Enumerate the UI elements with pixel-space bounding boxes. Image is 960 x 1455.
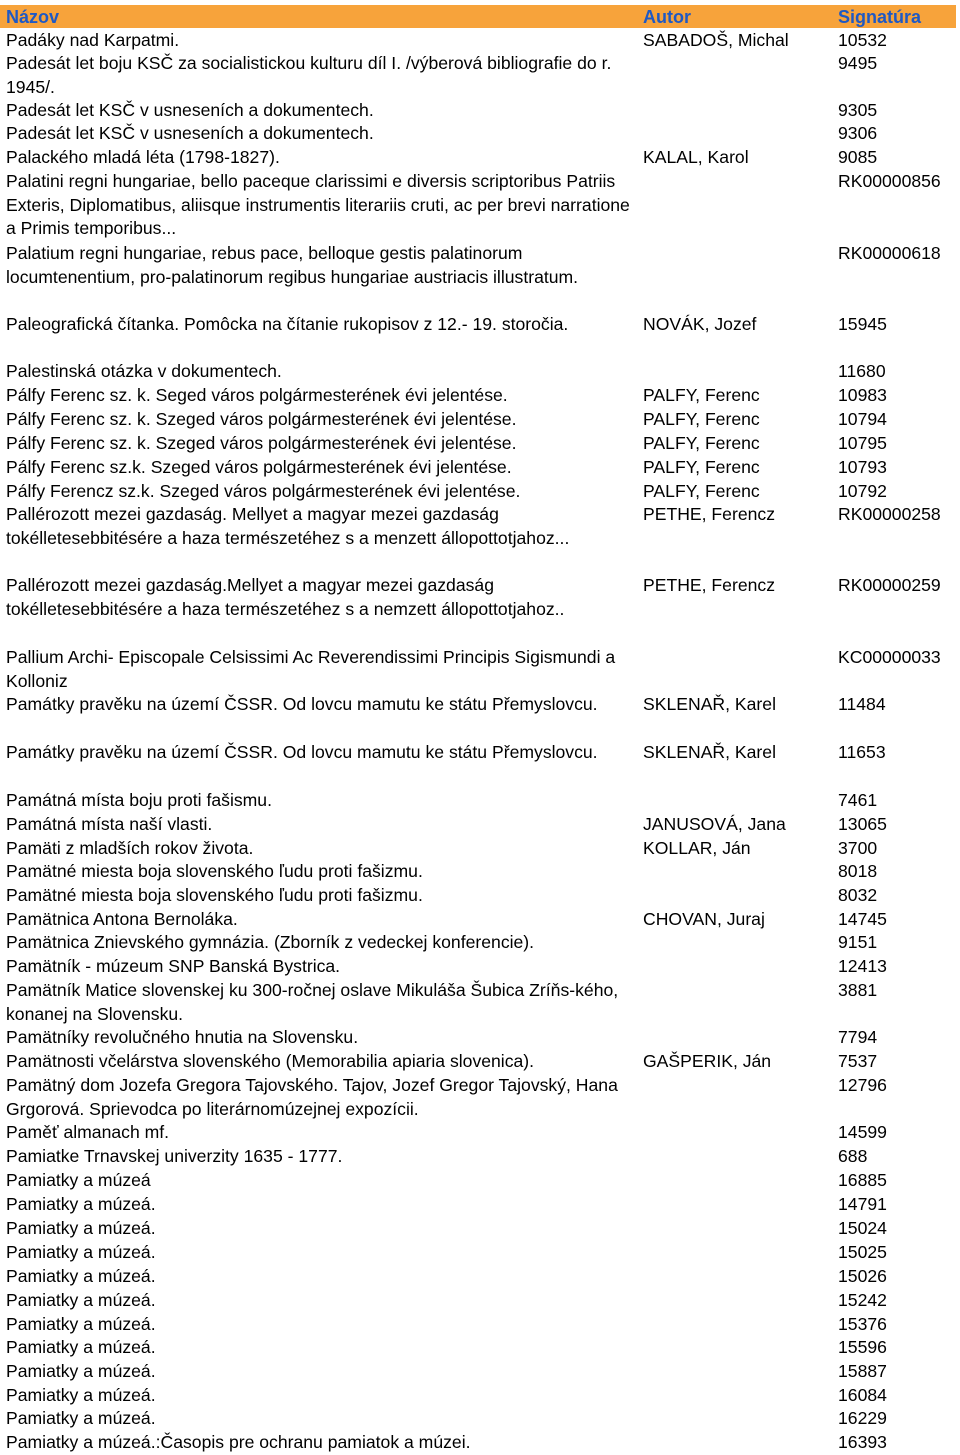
row-title: Pálfy Ferencz sz.k. Szeged város polgármesterének évi jelentése. — [6, 481, 521, 501]
row-signature: 10792 — [838, 481, 887, 501]
row-signature: 16393 — [838, 1432, 887, 1452]
row-title: Pamiatky a múzeá. — [6, 1290, 156, 1310]
row-signature: 15376 — [838, 1314, 887, 1334]
row-title: Pálfy Ferenc sz.k. Szeged város polgármesterének évi jelentése. — [6, 457, 512, 477]
row-title: Paleografická čítanka. Pomôcka na čítanie rukopisov z 12.- 19. storočia. — [6, 314, 569, 334]
row-title: Pamiatky a múzeá. — [6, 1385, 156, 1405]
row-title: Pálfy Ferenc sz. k. Szeged város polgármesterének évi jelentése. — [6, 433, 517, 453]
row-title: Padesát let KSČ v usneseních a dokumentech. — [6, 100, 374, 120]
row-title: Pamiatky a múzeá.:Časopis pre ochranu pamiatok a múzei. — [6, 1432, 471, 1452]
row-signature: 15887 — [838, 1361, 887, 1381]
row-signature: RK00000259 — [838, 575, 941, 595]
row-author: PALFY, Ferenc — [643, 433, 760, 453]
row-author: PALFY, Ferenc — [643, 409, 760, 429]
row-author: NOVÁK, Jozef — [643, 314, 757, 334]
row-signature: 688 — [838, 1146, 868, 1166]
row-signature: 14791 — [838, 1194, 887, 1214]
row-signature: 13065 — [838, 814, 887, 834]
row-title: Pamiatky a múzeá. — [6, 1218, 156, 1238]
row-signature: 15242 — [838, 1290, 887, 1310]
row-title: Pamätník Matice slovenskej ku 300-ročnej oslave Mikuláša Šubica Zríňs-kého, konanej na Slovensku. — [6, 980, 619, 1024]
row-author: PALFY, Ferenc — [643, 457, 760, 477]
row-signature: RK00000258 — [838, 504, 941, 524]
row-title: Palatium regni hungariae, rebus pace, belloque gestis palatinorum locumtenentium, pro-palatinorum regibus hungariae austriacis illustratum. — [6, 243, 579, 287]
row-signature: 15025 — [838, 1242, 887, 1262]
row-signature: 10793 — [838, 457, 887, 477]
row-signature: 10795 — [838, 433, 887, 453]
row-title: Pamäti z mladších rokov života. — [6, 838, 254, 858]
column-header-signature: Signatúra — [838, 7, 922, 27]
row-title: Pamätníky revolučného hnutia na Slovensku. — [6, 1027, 359, 1047]
row-signature: KC00000033 — [838, 647, 941, 667]
row-title: Památky pravěku na území ČSSR. Od lovcu mamutu ke státu Přemyslovcu. — [6, 694, 598, 714]
row-title: Pamätnosti včelárstva slovenského (Memorabilia apiaria slovenica). — [6, 1051, 535, 1071]
row-title: Pamiatky a múzeá. — [6, 1194, 156, 1214]
row-signature: 10794 — [838, 409, 887, 429]
row-title: Pamätný dom Jozefa Gregora Tajovského. Tajov, Jozef Gregor Tajovský, Hana Grgorová. Sprievodca po literárnomúzejnej expozícii. — [6, 1075, 618, 1119]
row-signature: 9151 — [838, 932, 878, 952]
row-signature: 7794 — [838, 1027, 878, 1047]
row-signature: 10532 — [838, 30, 887, 50]
row-author: GAŠPERIK, Ján — [643, 1051, 772, 1071]
row-title: Pamiatky a múzeá. — [6, 1314, 156, 1334]
row-title: Pallium Archi- Episcopale Celsissimi Ac Reverendissimi Principis Sigismundi a Kolloniz — [6, 647, 616, 691]
row-signature: 9305 — [838, 100, 878, 120]
row-title: Pamätnica Znievského gymnázia. (Zborník z vedeckej konferencie). — [6, 932, 535, 952]
row-signature: 14745 — [838, 909, 887, 929]
row-title: Padesát let KSČ v usneseních a dokumentech. — [6, 123, 374, 143]
row-author: PALFY, Ferenc — [643, 385, 760, 405]
row-title: Padesát let boju KSČ za socialistickou kulturu díl I. /výberová bibliografie do r. 1945/. — [6, 53, 612, 97]
row-author: JANUSOVÁ, Jana — [643, 814, 786, 834]
row-author: KALAL, Karol — [643, 147, 749, 167]
row-author: KOLLAR, Ján — [643, 838, 751, 858]
row-title: Pamätné miesta boja slovenského ľudu proti fašizmu. — [6, 861, 423, 881]
row-signature: 8018 — [838, 861, 878, 881]
row-signature: 14599 — [838, 1122, 887, 1142]
row-author: SKLENAŘ, Karel — [643, 742, 776, 762]
row-signature: 9085 — [838, 147, 878, 167]
row-signature: 12796 — [838, 1075, 887, 1095]
row-signature: 16885 — [838, 1170, 887, 1190]
row-title: Pálfy Ferenc sz. k. Seged város polgármesterének évi jelentése. — [6, 385, 508, 405]
row-title: Palestinská otázka v dokumentech. — [6, 361, 282, 381]
row-signature: 15026 — [838, 1266, 887, 1286]
row-title: Pamätnica Antona Bernoláka. — [6, 909, 238, 929]
row-title: Památná místa naší vlasti. — [6, 814, 213, 834]
row-title: Pamiatky a múzeá — [6, 1170, 151, 1190]
row-signature: 3700 — [838, 838, 878, 858]
row-title: Památky pravěku na území ČSSR. Od lovcu mamutu ke státu Přemyslovcu. — [6, 742, 598, 762]
row-author: CHOVAN, Juraj — [643, 909, 765, 929]
row-signature: 16084 — [838, 1385, 887, 1405]
row-title: Palatini regni hungariae, bello paceque clarissimi e diversis scriptoribus Patriis Exteris, Diplomatibus, aliisque instrumentis literariis cruti, ac per brevi narratione a Primis temporibus... — [6, 171, 630, 238]
row-signature: 8032 — [838, 885, 878, 905]
row-signature: 9306 — [838, 123, 878, 143]
row-title: Pamiatky a múzeá. — [6, 1361, 156, 1381]
row-title: Pallérozott mezei gazdaság.Mellyet a magyar mezei gazdaság tokélletesebbitésére a haza természetéhez s a nemzett állopottotjahoz.. — [6, 575, 565, 619]
row-signature: 11680 — [838, 361, 886, 381]
row-signature: RK00000618 — [838, 243, 941, 263]
row-signature: 15024 — [838, 1218, 887, 1238]
row-title: Pálfy Ferenc sz. k. Szeged város polgármesterének évi jelentése. — [6, 409, 517, 429]
row-signature: 15945 — [838, 314, 887, 334]
row-author: PETHE, Ferencz — [643, 575, 775, 595]
row-author: PETHE, Ferencz — [643, 504, 775, 524]
row-title: Pamiatky a múzeá. — [6, 1266, 156, 1286]
row-title: Pallérozott mezei gazdaság. Mellyet a magyar mezei gazdaság tokélletesebbitésére a haza természetéhez s a menzett állopottotjahoz... — [6, 504, 570, 548]
table-header — [0, 5, 956, 28]
column-header-title: Názov — [6, 7, 60, 27]
row-signature: 9495 — [838, 53, 878, 73]
row-title: Pamätné miesta boja slovenského ľudu proti fašizmu. — [6, 885, 423, 905]
row-signature: 10983 — [838, 385, 887, 405]
row-signature: 11653 — [838, 742, 886, 762]
row-title: Paměť almanach mf. — [6, 1122, 170, 1142]
row-title: Pamiatky a múzeá. — [6, 1408, 156, 1428]
row-signature: RK00000856 — [838, 171, 941, 191]
row-title: Palackého mladá léta (1798-1827). — [6, 147, 280, 167]
row-author: SABADOŠ, Michal — [643, 30, 789, 50]
row-title: Pamätník - múzeum SNP Banská Bystrica. — [6, 956, 341, 976]
row-title: Padáky nad Karpatmi. — [6, 30, 180, 50]
row-author: PALFY, Ferenc — [643, 481, 760, 501]
row-title: Pamiatky a múzeá. — [6, 1242, 156, 1262]
row-signature: 3881 — [838, 980, 878, 1000]
row-author: SKLENAŘ, Karel — [643, 694, 776, 714]
row-signature: 12413 — [838, 956, 887, 976]
row-signature: 7537 — [838, 1051, 878, 1071]
row-signature: 16229 — [838, 1408, 887, 1428]
row-signature: 7461 — [838, 790, 878, 810]
column-header-author: Autor — [643, 7, 691, 27]
row-signature: 11484 — [838, 694, 886, 714]
row-title: Pamiatky a múzeá. — [6, 1337, 156, 1357]
row-title: Památná místa boju proti fašismu. — [6, 790, 272, 810]
row-signature: 15596 — [838, 1337, 887, 1357]
row-title: Pamiatke Trnavskej univerzity 1635 - 1777. — [6, 1146, 343, 1166]
